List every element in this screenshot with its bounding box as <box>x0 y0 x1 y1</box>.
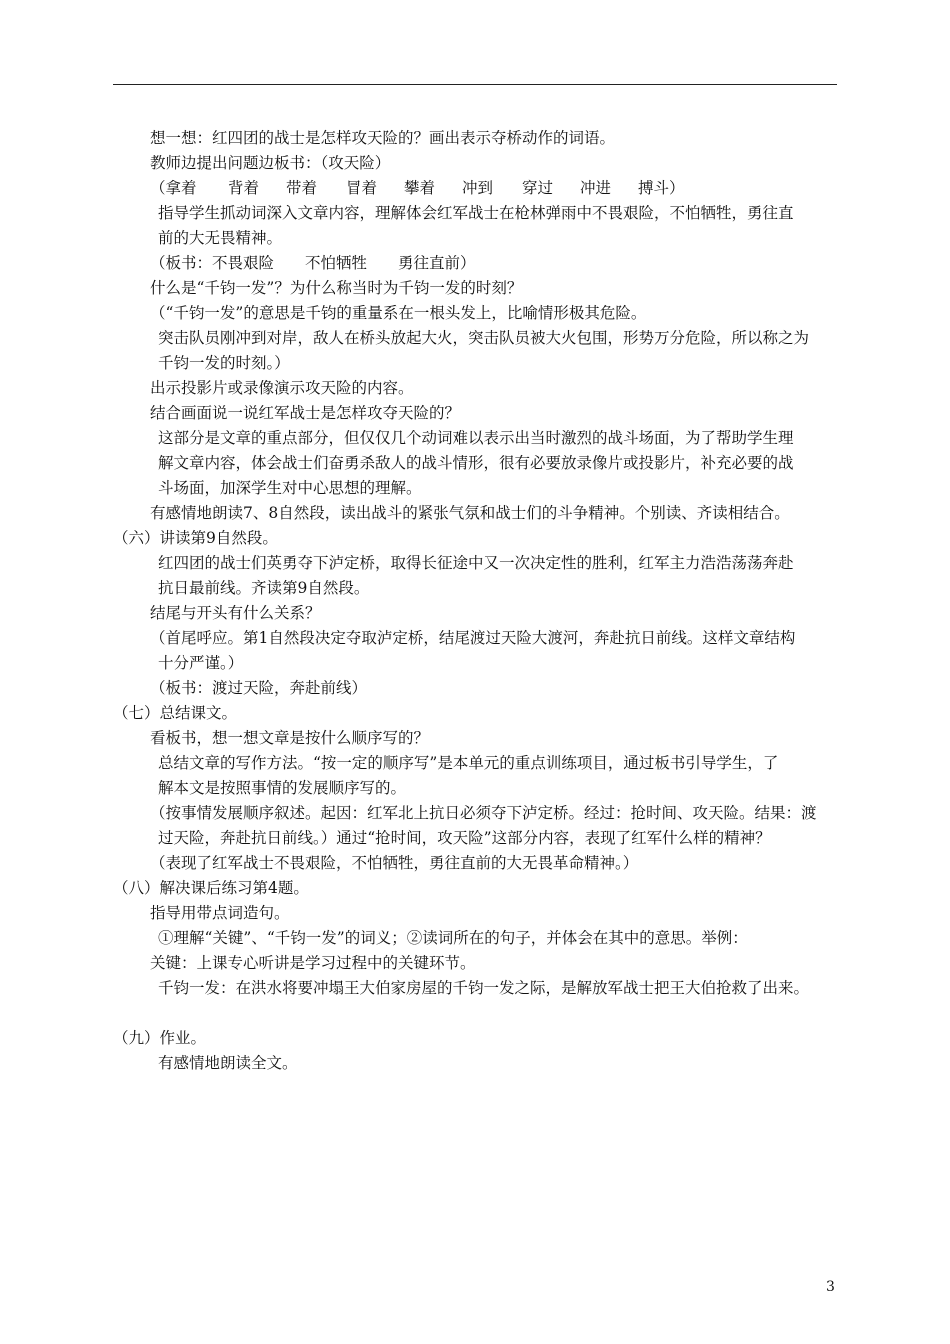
text-line: 看板书，想一想文章是按什么顺序写的？ <box>150 729 430 747</box>
text-line: 千钧一发：在洪水将要冲塌王大伯家房屋的千钧一发之际，是解放军战士把王大伯抢救了出来。 <box>158 979 810 997</box>
verb-item: 带着 <box>286 179 318 197</box>
verb-item: 冲到 <box>462 179 494 197</box>
text-line: 红四团的战士们英勇夺下泸定桥，取得长征途中又一次决定性的胜利，红军主力浩浩荡荡奔赴 <box>158 554 794 572</box>
text-line: （板书：渡过天险，奔赴前线） <box>150 679 368 697</box>
text-line: 这部分是文章的重点部分，但仅仅几个动词难以表示出当时激烈的战斗场面，为了帮助学生理 <box>158 429 794 447</box>
text-line: （按事情发展顺序叙述。起因：红军北上抗日必须夺下泸定桥。经过：抢时间、攻天险。结果：渡 <box>150 804 817 822</box>
text-line: 有感情地朗读全文。 <box>158 1054 298 1072</box>
section-heading: （六）讲读第9自然段。 <box>113 529 278 547</box>
verb-item: 穿过 <box>522 179 554 197</box>
verb-item: 背着 <box>228 179 260 197</box>
text-line: ①理解“关键”、“千钧一发”的词义；②读词所在的句子，并体会在其中的意思。举例： <box>158 929 748 947</box>
text-line: 教师边提出问题边板书：（攻天险） <box>150 154 391 172</box>
text-line: 什么是“千钧一发”？为什么称当时为千钧一发的时刻？ <box>150 279 523 297</box>
text-line: （“千钧一发”的意思是千钧的重量系在一根头发上，比喻情形极其危险。 <box>150 304 647 322</box>
text-line: 结合画面说一说红军战士是怎样攻夺天险的？ <box>150 404 461 422</box>
text-line: 过天险，奔赴抗日前线。）通过“抢时间，攻天险”这部分内容，表现了红军什么样的精神？ <box>158 829 771 847</box>
text-line: 指导用带点词造句。 <box>150 904 290 922</box>
text-line: 结尾与开头有什么关系？ <box>150 604 321 622</box>
text-line: 十分严谨。） <box>158 654 244 672</box>
text-line: （表现了红军战士不畏艰险，不怕牺牲，勇往直前的大无畏革命精神。） <box>150 854 639 872</box>
verb-item: 搏斗） <box>638 179 685 197</box>
text-line: 突击队员刚冲到对岸，敌人在桥头放起大火，突击队员被大火包围，形势万分危险，所以称之为 <box>158 329 810 347</box>
text-line: 有感情地朗读7、8自然段，读出战斗的紧张气氛和战士们的斗争精神。个别读、齐读相结合。 <box>150 504 790 522</box>
verb-item: （拿着 <box>150 179 197 197</box>
header-rule <box>113 84 837 85</box>
verb-item: 冒着 <box>346 179 378 197</box>
text-line: 关键：上课专心听讲是学习过程中的关键环节。 <box>150 954 476 972</box>
text-line: 总结文章的写作方法。“按一定的顺序写”是本单元的重点训练项目，通过板书引导学生，了 <box>158 754 779 772</box>
text-line: 出示投影片或录像演示攻天险的内容。 <box>150 379 414 397</box>
text-line: （板书：不畏艰险 不怕牺牲 勇往直前） <box>150 254 476 272</box>
section-heading: （七）总结课文。 <box>113 704 238 722</box>
verb-item: 冲进 <box>580 179 612 197</box>
text-line: 解文章内容，体会战士们奋勇杀敌人的战斗情形，很有必要放录像片或投影片，补充必要的战 <box>158 454 794 472</box>
section-heading: （八）解决课后练习第4题。 <box>113 879 309 897</box>
verb-list <box>0 178 950 198</box>
text-line: 指导学生抓动词深入文章内容，理解体会红军战士在枪林弹雨中不畏艰险，不怕牺牲，勇往直 <box>158 204 794 222</box>
text-line: 想一想：红四团的战士是怎样攻天险的？画出表示夺桥动作的词语。 <box>150 129 616 147</box>
text-line: 抗日最前线。齐读第9自然段。 <box>158 579 370 597</box>
page-number: 3 <box>826 1279 835 1295</box>
text-line: 解本文是按照事情的发展顺序写的。 <box>158 779 407 797</box>
text-line: 斗场面，加深学生对中心思想的理解。 <box>158 479 422 497</box>
section-heading: （九）作业。 <box>113 1029 207 1047</box>
verb-item: 攀着 <box>404 179 436 197</box>
text-line: 千钧一发的时刻。） <box>158 354 290 372</box>
text-line: 前的大无畏精神。 <box>158 229 283 247</box>
text-line: （首尾呼应。第1自然段决定夺取泸定桥，结尾渡过天险大渡河，奔赴抗日前线。这样文章结构 <box>150 629 796 647</box>
